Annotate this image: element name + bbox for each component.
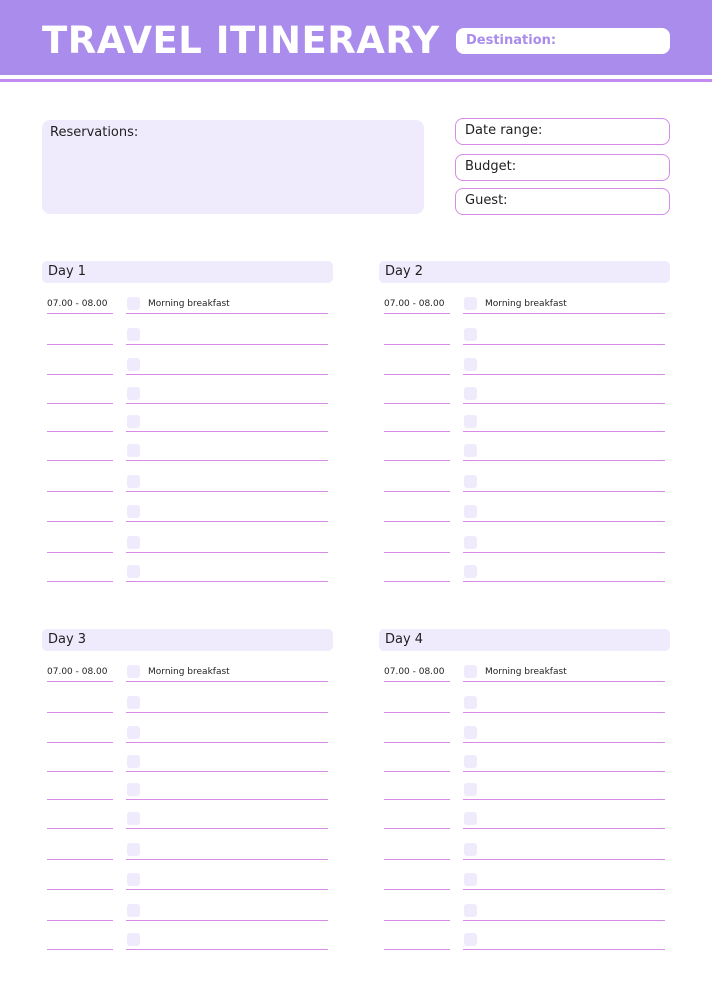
budget-label: Budget: bbox=[465, 159, 517, 174]
activity-underline bbox=[463, 460, 665, 461]
schedule-row bbox=[379, 860, 670, 890]
activity-text[interactable]: Morning breakfast bbox=[148, 299, 230, 309]
date-range-field[interactable] bbox=[455, 118, 670, 145]
checkbox[interactable] bbox=[127, 904, 140, 917]
activity-underline bbox=[126, 521, 328, 522]
schedule-row bbox=[379, 374, 670, 404]
checkbox[interactable] bbox=[127, 387, 140, 400]
activity-text[interactable]: Morning breakfast bbox=[485, 299, 567, 309]
checkbox[interactable] bbox=[127, 358, 140, 371]
time-underline bbox=[384, 889, 450, 890]
checkbox[interactable] bbox=[464, 297, 477, 310]
checkbox[interactable] bbox=[464, 783, 477, 796]
day-header: Day 1 bbox=[42, 261, 333, 283]
page-title: TRAVEL ITINERARY bbox=[42, 19, 440, 62]
schedule-row bbox=[42, 284, 333, 314]
time-slot[interactable]: 07.00 - 08.00 bbox=[47, 299, 108, 309]
checkbox[interactable] bbox=[464, 415, 477, 428]
checkbox[interactable] bbox=[464, 475, 477, 488]
activity-underline bbox=[126, 828, 328, 829]
activity-text[interactable]: Morning breakfast bbox=[485, 667, 567, 677]
checkbox[interactable] bbox=[127, 415, 140, 428]
checkbox[interactable] bbox=[464, 565, 477, 578]
time-underline bbox=[384, 828, 450, 829]
budget-field[interactable] bbox=[455, 154, 670, 181]
day-4-section bbox=[379, 629, 670, 959]
activity-underline bbox=[126, 949, 328, 950]
checkbox[interactable] bbox=[127, 536, 140, 549]
schedule-row bbox=[42, 713, 333, 743]
day-2-section bbox=[379, 261, 670, 591]
checkbox[interactable] bbox=[464, 387, 477, 400]
activity-underline bbox=[126, 681, 328, 682]
schedule-row bbox=[42, 374, 333, 404]
checkbox[interactable] bbox=[464, 696, 477, 709]
checkbox[interactable] bbox=[127, 475, 140, 488]
checkbox[interactable] bbox=[464, 328, 477, 341]
schedule-row bbox=[379, 683, 670, 713]
schedule-row bbox=[42, 523, 333, 553]
activity-underline bbox=[463, 949, 665, 950]
schedule-row bbox=[42, 799, 333, 829]
checkbox[interactable] bbox=[127, 812, 140, 825]
schedule-row bbox=[42, 345, 333, 375]
schedule-row bbox=[42, 652, 333, 682]
schedule-row bbox=[379, 652, 670, 682]
schedule-row bbox=[379, 402, 670, 432]
schedule-row bbox=[379, 830, 670, 860]
schedule-row bbox=[379, 284, 670, 314]
activity-underline bbox=[126, 889, 328, 890]
checkbox[interactable] bbox=[464, 505, 477, 518]
checkbox[interactable] bbox=[464, 536, 477, 549]
checkbox[interactable] bbox=[464, 904, 477, 917]
time-underline bbox=[384, 681, 450, 682]
schedule-row bbox=[379, 920, 670, 950]
schedule-row bbox=[42, 860, 333, 890]
schedule-row bbox=[42, 315, 333, 345]
reservations-label: Reservations: bbox=[50, 125, 139, 140]
activity-underline bbox=[463, 889, 665, 890]
schedule-row bbox=[379, 799, 670, 829]
time-underline bbox=[47, 521, 113, 522]
day-header: Day 4 bbox=[379, 629, 670, 651]
time-underline bbox=[384, 949, 450, 950]
schedule-row bbox=[42, 920, 333, 950]
time-slot[interactable]: 07.00 - 08.00 bbox=[384, 667, 445, 677]
activity-underline bbox=[126, 460, 328, 461]
schedule-row bbox=[42, 431, 333, 461]
schedule-row bbox=[379, 462, 670, 492]
checkbox[interactable] bbox=[464, 873, 477, 886]
destination-field[interactable]: Destination: bbox=[456, 28, 670, 54]
time-underline bbox=[384, 581, 450, 582]
time-underline bbox=[47, 313, 113, 314]
checkbox[interactable] bbox=[127, 783, 140, 796]
checkbox[interactable] bbox=[464, 726, 477, 739]
schedule-row bbox=[379, 552, 670, 582]
guest-label: Guest: bbox=[465, 193, 508, 208]
schedule-row bbox=[42, 402, 333, 432]
day-3-section bbox=[42, 629, 333, 959]
checkbox[interactable] bbox=[127, 297, 140, 310]
schedule-row bbox=[379, 891, 670, 921]
checkbox[interactable] bbox=[464, 933, 477, 946]
time-underline bbox=[384, 313, 450, 314]
schedule-row bbox=[42, 462, 333, 492]
activity-underline bbox=[126, 581, 328, 582]
activity-underline bbox=[463, 681, 665, 682]
day-header: Day 3 bbox=[42, 629, 333, 651]
checkbox[interactable] bbox=[464, 843, 477, 856]
time-underline bbox=[384, 460, 450, 461]
schedule-row bbox=[42, 683, 333, 713]
day-header: Day 2 bbox=[379, 261, 670, 283]
activity-underline bbox=[463, 828, 665, 829]
schedule-row bbox=[379, 492, 670, 522]
schedule-row bbox=[379, 770, 670, 800]
time-underline bbox=[47, 681, 113, 682]
time-underline bbox=[47, 949, 113, 950]
time-underline bbox=[47, 581, 113, 582]
checkbox[interactable] bbox=[127, 328, 140, 341]
time-underline bbox=[47, 889, 113, 890]
checkbox[interactable] bbox=[127, 933, 140, 946]
guest-field[interactable] bbox=[455, 188, 670, 215]
schedule-row bbox=[379, 742, 670, 772]
time-underline bbox=[47, 828, 113, 829]
schedule-row bbox=[379, 431, 670, 461]
checkbox[interactable] bbox=[464, 358, 477, 371]
checkbox[interactable] bbox=[127, 696, 140, 709]
schedule-row bbox=[379, 523, 670, 553]
checkbox[interactable] bbox=[127, 444, 140, 457]
schedule-row bbox=[42, 492, 333, 522]
checkbox[interactable] bbox=[127, 755, 140, 768]
time-underline bbox=[384, 521, 450, 522]
day-1-section bbox=[42, 261, 333, 591]
schedule-row bbox=[42, 742, 333, 772]
schedule-row bbox=[379, 345, 670, 375]
schedule-row bbox=[379, 713, 670, 743]
schedule-row bbox=[379, 315, 670, 345]
checkbox[interactable] bbox=[127, 505, 140, 518]
date-range-label: Date range: bbox=[465, 123, 543, 138]
checkbox[interactable] bbox=[127, 726, 140, 739]
activity-underline bbox=[463, 521, 665, 522]
schedule-row bbox=[42, 891, 333, 921]
checkbox[interactable] bbox=[127, 843, 140, 856]
activity-underline bbox=[126, 313, 328, 314]
time-underline bbox=[47, 460, 113, 461]
activity-underline bbox=[463, 581, 665, 582]
checkbox[interactable] bbox=[464, 812, 477, 825]
checkbox[interactable] bbox=[464, 444, 477, 457]
schedule-row bbox=[42, 770, 333, 800]
checkbox[interactable] bbox=[464, 755, 477, 768]
schedule-row bbox=[42, 552, 333, 582]
activity-underline bbox=[463, 313, 665, 314]
checkbox[interactable] bbox=[127, 873, 140, 886]
activity-text[interactable]: Morning breakfast bbox=[148, 667, 230, 677]
checkbox[interactable] bbox=[127, 565, 140, 578]
reservations-box[interactable] bbox=[42, 120, 424, 214]
checkbox[interactable] bbox=[127, 665, 140, 678]
time-slot[interactable]: 07.00 - 08.00 bbox=[47, 667, 108, 677]
checkbox[interactable] bbox=[464, 665, 477, 678]
schedule-row bbox=[42, 830, 333, 860]
time-slot[interactable]: 07.00 - 08.00 bbox=[384, 299, 445, 309]
header-divider bbox=[0, 79, 712, 82]
